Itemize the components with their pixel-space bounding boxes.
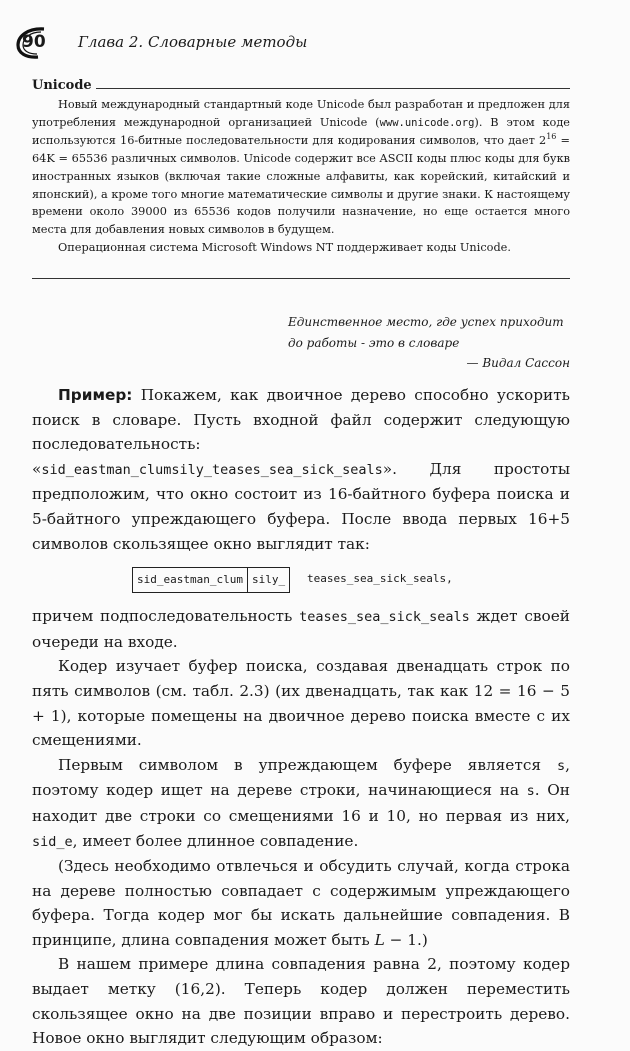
sliding-window-box	[132, 567, 290, 593]
unicode-url: www.unicode.org	[379, 116, 475, 129]
text-run: = 64K = 65536 различных символов. Unicode содержит все ASCII коды плюс коды для букв иностранных языков (включая такие сложные алфавиты, как корейский, китайский и японский), а кроме того многие математические символы и другие знаки. К настоящему времени около 39000 из 65536 кодов получили назначение, но еще остается много места для добавления новых символов в будущем.	[32, 134, 571, 236]
paragraph-4	[32, 753, 570, 854]
variable-L: L	[374, 930, 385, 949]
remaining-input: teases_sea_sick_seals,	[307, 572, 453, 586]
lookahead-buffer: sily_	[251, 573, 286, 587]
example-label: Пример:	[58, 386, 133, 404]
symbol-s: s	[556, 757, 566, 774]
paragraph-example	[32, 383, 570, 556]
text-run: − 1.)	[384, 930, 428, 949]
epigraph	[288, 312, 570, 374]
page-number-badge	[14, 26, 58, 60]
text-run: . Он находит две строки со смещениями 16 и 10, но первая из них,	[32, 781, 570, 825]
body-text	[32, 383, 570, 1051]
text-run: причем подпоследовательность	[32, 607, 300, 626]
exponent: 16	[546, 132, 557, 142]
text-run: ». Для простоты предположим, что окно состоит из 16-байтного буфера поиска и 5-байтного упреждающего буфера. После ввода первых 16+5 символов скользящее окно выглядит так:	[32, 459, 570, 553]
paragraph-5	[32, 854, 570, 952]
chapter-title: Глава 2. Словарные методы	[78, 33, 308, 51]
page-header	[14, 26, 314, 62]
epigraph-line-1: Единственное место, где успех приходит	[288, 315, 564, 329]
sidebar-title-row	[32, 78, 570, 96]
pending-sequence: teases_sea_sick_seals	[299, 609, 470, 626]
text-run: Первым символом в упреждающем буфере является	[58, 755, 557, 774]
sidebar-top-rule	[96, 88, 570, 89]
symbol-s: s	[526, 783, 535, 800]
text-run: ждет своей очереди на входе.	[32, 607, 570, 651]
epigraph-author: — Видал Сассон	[466, 356, 570, 370]
paragraph-2	[32, 604, 570, 654]
sidebar-title: Unicode	[32, 78, 92, 93]
search-buffer: sid_eastman_clum	[133, 568, 248, 592]
text-run: Покажем, как двоичное дерево способно ускорить поиск в словаре. Пусть входной файл содержит следующую последовательность: «	[32, 386, 570, 478]
text-run: , имеет более длинное совпадение.	[72, 831, 359, 850]
page-number: 90	[22, 32, 46, 52]
sidebar-paragraph-2: Операционная система Microsoft Windows NT поддерживает коды Unicode.	[58, 240, 511, 254]
sliding-window-figure	[32, 560, 570, 594]
text-run: (Здесь необходимо отвлечься и обсудить случай, когда строка на дереве полностью совпадает с содержимым упреждающего буфера. Тогда кодер мог бы искать дальнейшие совпадения. В принципе, длина совпадения может быть	[32, 857, 570, 949]
paragraph-3: Кодер изучает буфер поиска, создавая двенадцать строк по пять символов (см. табл. 2.3) (их двенадцать, так как 12 = 16 − 5 + 1), которые помещены на двоичное дерево поиска вместе с их смещениями.	[32, 657, 570, 750]
sidebar-text	[32, 96, 570, 256]
input-sequence: sid_eastman_clumsily_teases_sea_sick_seals	[41, 461, 383, 478]
sidebar-bottom-rule	[32, 278, 570, 279]
paragraph-6: В нашем примере длина совпадения равна 2, поэтому кодер выдает метку (16,2). Теперь кодер должен переместить скользящее окно на две позиции вправо и перестроить дерево. Новое окно выглядит следующим образом:	[32, 955, 570, 1048]
epigraph-line-2: до работы - это в словаре	[288, 335, 460, 350]
string-sid-e: sid_e	[32, 833, 73, 850]
text-run: Новый международный стандартный коде Unicode был разработан и предложен для употребления международной организацией Unicode (	[32, 98, 570, 129]
sidebar-paragraph-1	[32, 96, 570, 239]
text-run: ). В этом коде используются 16-битные последовательности для кодирования символов, что дает 2	[32, 115, 570, 148]
text-run: , поэтому кодер ищет на дереве строки, начинающиеся на	[32, 755, 570, 800]
